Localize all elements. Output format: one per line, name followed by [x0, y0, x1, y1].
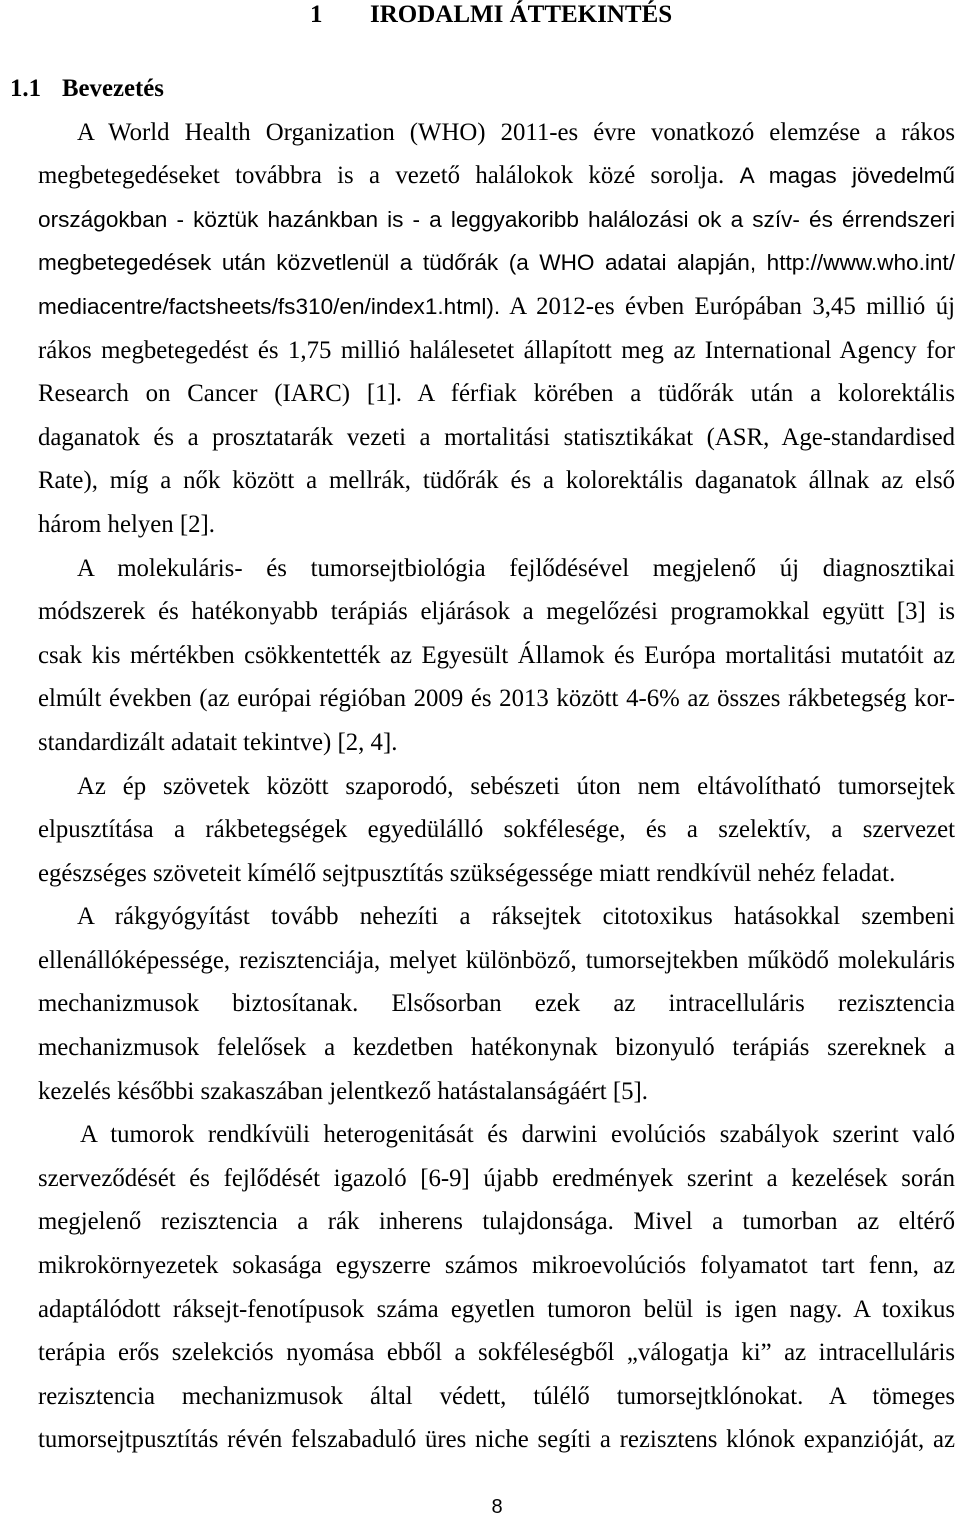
text-line: adaptálódott ráksejt-fenotípusok száma egyetlen tumoron belül is igen nagy. A toxikus [38, 1295, 955, 1323]
text-line [38, 285, 955, 329]
chapter-title: IRODALMI ÁTTEKINTÉS [370, 1, 673, 28]
chapter-number: 1 [310, 1, 323, 28]
text-line: mechanizmusok felelősek a kezdetben hatékonynak bizonyuló terápiás szereknek a [38, 1034, 955, 1062]
text-line: standardizált adatait tekintve) [2, 4]. [38, 728, 398, 756]
text-line: mikrokörnyezetek sokasága egyszerre számos mikroevolúciós folyamatot tart fenn, az [38, 1252, 955, 1280]
text-line: Rate), míg a nők között a mellrák, tüdőrák és a kolorektális daganatok állnak az első [38, 467, 955, 495]
text-line: elpusztítása a rákbetegségek egyedülálló sokfélesége, és a szelektív, a szervezet [38, 816, 955, 844]
text-line: elmúlt években (az európai régióban 2009 és 2013 között 4-6% az összes rákbetegség kor- [38, 685, 955, 713]
body-text [38, 111, 955, 1462]
text-line: egészséges szöveteit kímélő sejtpusztítás szükségessége miatt rendkívül nehéz feladat. [38, 859, 896, 887]
text-line: kezelés későbbi szakaszában jelentkező hatástalanságáért [5]. [38, 1077, 648, 1105]
text-line: A molekuláris- és tumorsejtbiológia fejlődésével megjelenő új diagnosztikai [77, 554, 955, 582]
section-heading [0, 67, 960, 111]
text-line: három helyen [2]. [38, 510, 215, 538]
text-line: A tumorok rendkívüli heterogenitását és darwini evolúciós szabályok szerint való [80, 1121, 955, 1149]
chapter-heading [0, 0, 960, 30]
text-segment: A magas jövedelmű [739, 163, 955, 189]
section-title: Bevezetés [62, 75, 164, 102]
paragraph [38, 1113, 955, 1462]
text-segment: mediacentre/factsheets/fs310/en/index1.html). [38, 293, 501, 319]
text-line: A World Health Organization (WHO) 2011-es évre vonatkozó elemzése a rákos [77, 118, 955, 146]
page-number: 8 [491, 1496, 503, 1518]
text-line: országokban - köztük hazánkban is - a leggyakoribb halálozási ok a szív- és érrendszeri [38, 206, 955, 232]
text-segment: A 2012-es évben Európában 3,45 millió új [509, 292, 955, 320]
text-line: tumorsejtpusztítás révén felszabaduló üres niche segíti a rezisztens klónok expanzióját, az [38, 1426, 955, 1454]
text-line: megbetegedések után közvetlenül a tüdőrák (a WHO adatai alapján, http://www.who.int/ [38, 250, 955, 276]
text-line: megjelenő rezisztencia a rák inherens tulajdonsága. Mivel a tumorban az eltérő [38, 1208, 955, 1236]
text-line: terápia erős szelekciós nyomása ebből a sokféleségből „válogatja ki” az intracelluláris [38, 1339, 955, 1367]
paragraph [38, 547, 955, 765]
text-line: Research on Cancer (IARC) [1]. A férfiak körében a tüdőrák után a kolorektális [38, 380, 955, 408]
text-line: rákos megbetegedést és 1,75 millió halálesetet állapított meg az International Agency for [38, 336, 955, 364]
text-line: ellenállóképessége, rezisztenciája, melyet különböző, tumorsejtekben működő molekuláris [38, 946, 955, 974]
text-line: mechanizmusok biztosítanak. Elsősorban ezek az intracelluláris rezisztencia [38, 990, 955, 1018]
section-number: 1.1 [10, 75, 41, 102]
text-line: A rákgyógyítást tovább nehezíti a ráksejtek citotoxikus hatásokkal szembeni [77, 903, 955, 931]
text-line: rezisztencia mechanizmusok által védett, túlélő tumorsejtklónokat. A tömeges [38, 1382, 955, 1410]
paragraph [38, 765, 955, 896]
text-line: Az ép szövetek között szaporodó, sebészeti úton nem eltávolítható tumorsejtek [77, 772, 955, 800]
paragraph [38, 111, 955, 547]
text-segment: megbetegedéseket továbbra is a vezető halálokok közé sorolja. [38, 162, 725, 190]
text-line: csak kis mértékben csökkentették az Egyesült Államok és Európa mortalitási mutatóit az [38, 641, 955, 669]
text-line [38, 154, 955, 198]
text-line: szerveződését és fejlődését igazoló [6-9] újabb eredmények szerint a kezelések során [38, 1164, 955, 1192]
text-line: daganatok és a prosztatarák vezeti a mortalitási statisztikákat (ASR, Age-standardised [38, 423, 955, 451]
text-line: módszerek és hatékonyabb terápiás eljárások a megelőzési programokkal együtt [3] is [38, 598, 955, 626]
paragraph [38, 895, 955, 1113]
